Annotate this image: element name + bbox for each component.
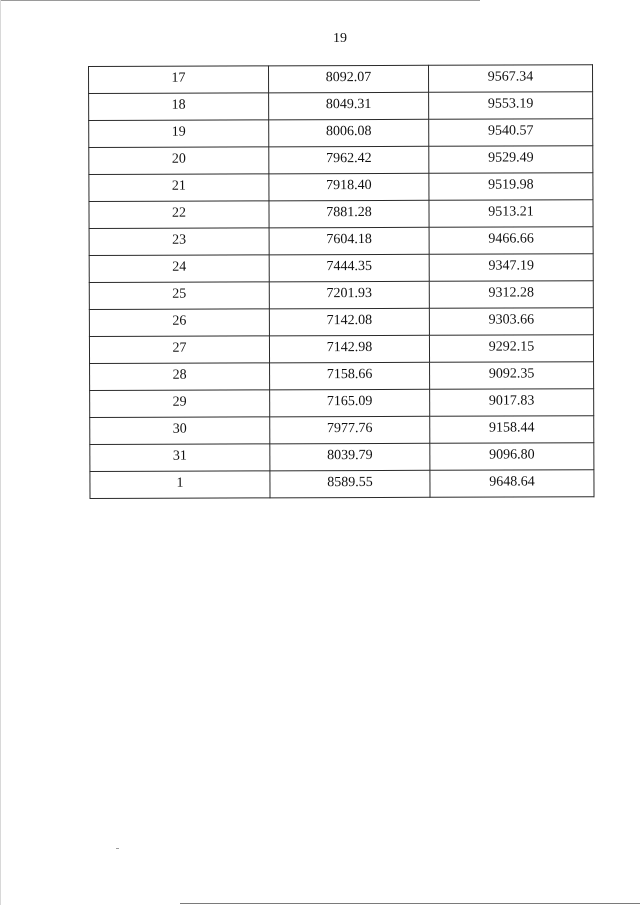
top-scan-rule: [0, 0, 480, 1]
table-body: [89, 65, 595, 499]
table-row: [89, 200, 593, 229]
table-cell-value-a: 7918.40: [269, 173, 429, 201]
table-cell-value-b: 9158.44: [430, 416, 594, 444]
table-row: [90, 389, 594, 418]
table-cell-value-a: 8006.08: [269, 119, 429, 147]
table-row: [89, 173, 593, 202]
table-row: [89, 119, 593, 148]
table-row: [89, 308, 593, 337]
table-cell-day: 21: [89, 174, 269, 202]
table-cell-value-b: 9312.28: [429, 281, 593, 309]
table-cell-value-a: 7158.66: [270, 362, 430, 390]
table-cell-day: 1: [90, 471, 270, 499]
table-cell-day: 30: [90, 417, 270, 445]
table-cell-value-a: 7201.93: [269, 281, 429, 309]
table-cell-value-b: 9540.57: [429, 119, 593, 147]
table-cell-day: 26: [89, 309, 269, 337]
table-cell-value-a: 8589.55: [270, 470, 430, 498]
table-cell-value-b: 9096.80: [430, 443, 594, 471]
table-row: [89, 281, 593, 310]
table-cell-day: 29: [90, 390, 270, 418]
table-cell-value-b: 9292.15: [429, 335, 593, 363]
table-cell-value-a: 7142.08: [269, 308, 429, 336]
table-row: [90, 443, 594, 472]
table-cell-value-b: 9017.83: [430, 389, 594, 417]
left-scan-edge: [0, 0, 1, 905]
table-cell-value-b: 9553.19: [429, 92, 593, 120]
table-row: [89, 92, 593, 121]
table-row: [89, 65, 593, 94]
table-cell-value-b: 9519.98: [429, 173, 593, 201]
table-cell-value-a: 8092.07: [269, 65, 429, 93]
table-cell-value-a: 7881.28: [269, 200, 429, 228]
table-cell-value-a: 7604.18: [269, 227, 429, 255]
table-cell-day: 31: [90, 444, 270, 472]
table-cell-day: 23: [89, 228, 269, 256]
table-row: [90, 470, 594, 499]
table-cell-day: 22: [89, 201, 269, 229]
table-cell-value-b: 9648.64: [430, 470, 594, 498]
table-row: [89, 227, 593, 256]
table-cell-value-a: 7977.76: [270, 416, 430, 444]
data-table: [88, 64, 595, 499]
table-cell-value-b: 9466.66: [429, 227, 593, 255]
table-cell-day: 24: [89, 255, 269, 283]
table-cell-value-b: 9567.34: [428, 65, 592, 93]
table-cell-day: 17: [89, 66, 269, 94]
table-cell-day: 25: [89, 282, 269, 310]
page-number: 19: [333, 31, 347, 46]
table-cell-value-a: 7962.42: [269, 146, 429, 174]
table-row: [89, 335, 593, 364]
table-cell-day: 18: [89, 93, 269, 121]
scan-speck: [116, 848, 119, 849]
table-cell-value-b: 9347.19: [429, 254, 593, 282]
table-cell-day: 19: [89, 120, 269, 148]
table-row: [89, 146, 593, 175]
table-cell-day: 28: [90, 363, 270, 391]
table-cell-value-a: 7142.98: [269, 335, 429, 363]
table-cell-value-b: 9529.49: [429, 146, 593, 174]
bottom-scan-rule: [180, 903, 640, 904]
table-cell-value-a: 7444.35: [269, 254, 429, 282]
table-cell-value-a: 8039.79: [270, 443, 430, 471]
table-cell-day: 27: [89, 336, 269, 364]
table-cell-value-a: 7165.09: [270, 389, 430, 417]
table-row: [90, 362, 594, 391]
table-row: [89, 254, 593, 283]
table-cell-value-b: 9303.66: [429, 308, 593, 336]
table-cell-value-b: 9092.35: [430, 362, 594, 390]
table-cell-day: 20: [89, 147, 269, 175]
table-cell-value-a: 8049.31: [269, 92, 429, 120]
table-row: [90, 416, 594, 445]
table-cell-value-b: 9513.21: [429, 200, 593, 228]
